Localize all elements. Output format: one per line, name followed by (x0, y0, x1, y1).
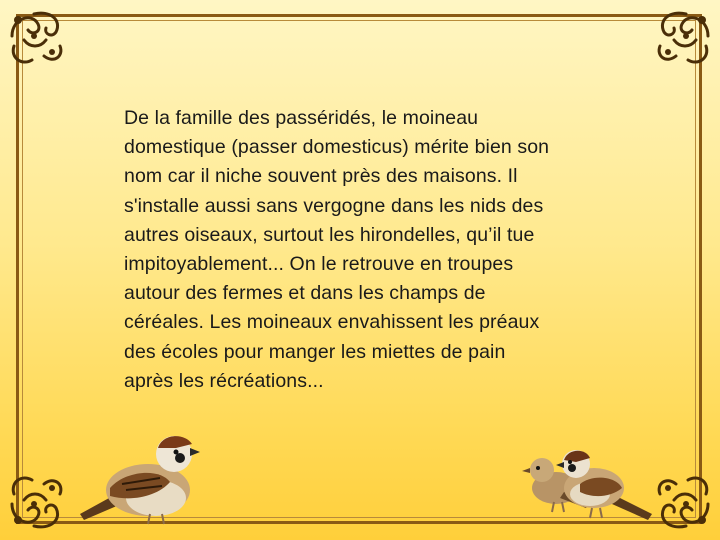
text-line: autour des fermes et dans les champs de (124, 282, 486, 305)
sparrow-left-icon (70, 418, 210, 528)
text-line: céréales. Les moineaux envahissent les préaux (124, 311, 540, 334)
slide-body-text (124, 104, 644, 396)
text-line: s'installe aussi sans vergogne dans les nids des (124, 194, 544, 217)
text-line: nom car il niche souvent près des maisons. Il (124, 165, 518, 188)
text-line: domestique (passer domesticus) mérite bien son (124, 136, 550, 159)
corner-ornament-bottom-right-icon (652, 470, 716, 534)
text-line: impitoyablement... On le retrouve en troupes (124, 253, 514, 276)
corner-ornament-top-left-icon (4, 6, 68, 70)
text-line: des écoles pour manger les miettes de pain (124, 340, 506, 363)
corner-ornament-top-right-icon (652, 6, 716, 70)
sparrows-right-icon (520, 440, 660, 530)
text-line: après les récréations... (124, 369, 324, 392)
text-line: autres oiseaux, surtout les hirondelles, qu’il tue (124, 223, 535, 246)
text-line: De la famille des passéridés, le moineau (124, 107, 479, 129)
corner-ornament-bottom-left-icon (4, 470, 68, 534)
